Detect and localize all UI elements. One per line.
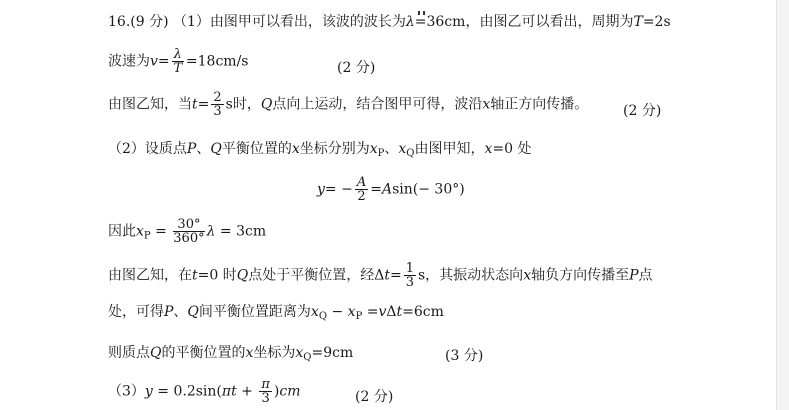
part1-speed-line: 波速为v= $\frac{\lambda}{T}$ =18cm/s [108, 47, 249, 76]
part1-label: （1） [173, 14, 210, 30]
part1-line3-score: (2 分) [623, 103, 662, 119]
question-points: (9 分) [130, 14, 169, 30]
part2-ratio-line: 因此$x_P$ = $\frac{30^\circ}{360^\circ}$ λ = 3cm [108, 217, 267, 246]
angle-fraction: $\frac{30^\circ}{360^\circ}$ [173, 217, 205, 246]
delta-t-fraction: $\frac{1}{3}$ [405, 261, 414, 290]
part3-line: （3）y = 0.2sin(πt + $\frac{\pi}{3}$ )cm [108, 377, 301, 406]
part1-line3: 由图乙知，当t= $\frac{2}{3}$ s时，Q点向上运动，结合图甲可得，波沿x轴正方向传播。 [108, 90, 589, 119]
question-number: 16. [108, 14, 131, 30]
part2-line1: （2）设质点P、Q平衡位置的x坐标分别为$x_P$、$x_Q$由图甲知，x=0 处 [108, 141, 532, 159]
part1-line1: 16.(9 分) （1）由图甲可以看出，该波的波长为λ=36cm，由图乙可以看出，周期为T=2s [108, 14, 671, 30]
scan-edge [776, 0, 789, 410]
amplitude-fraction: $\frac{A}{2}$ [356, 175, 367, 204]
page-top-mark [418, 0, 432, 4]
part2-equation: y= − $\frac{A}{2}$ =Asin(− 30°) [317, 175, 465, 204]
speed-fraction: $\frac{\lambda}{T}$ [173, 47, 183, 76]
time-fraction: $\frac{2}{3}$ [213, 90, 222, 119]
part2-line6-score: (3 分) [445, 348, 484, 364]
part3-label: （3） [108, 383, 145, 400]
part2-label: （2） [108, 141, 145, 157]
part3-score: (2 分) [355, 389, 394, 405]
part2-line4: 由图乙知，在t=0 时Q点处于平衡位置，经Δt= $\frac{1}{3}$ s，其振动状态向x轴负方向传播至P点 [108, 261, 653, 290]
part2-line6: 则质点Q的平衡位置的x坐标为$x_Q=9cm$ [108, 345, 354, 363]
part1-speed-score: (2 分) [337, 60, 376, 76]
part2-line5: 处，可得P、Q间平衡位置距离为$x_Q - x_P =v\Delta t=6cm$ [108, 304, 444, 322]
phase-fraction: $\frac{\pi}{3}$ [261, 377, 270, 406]
